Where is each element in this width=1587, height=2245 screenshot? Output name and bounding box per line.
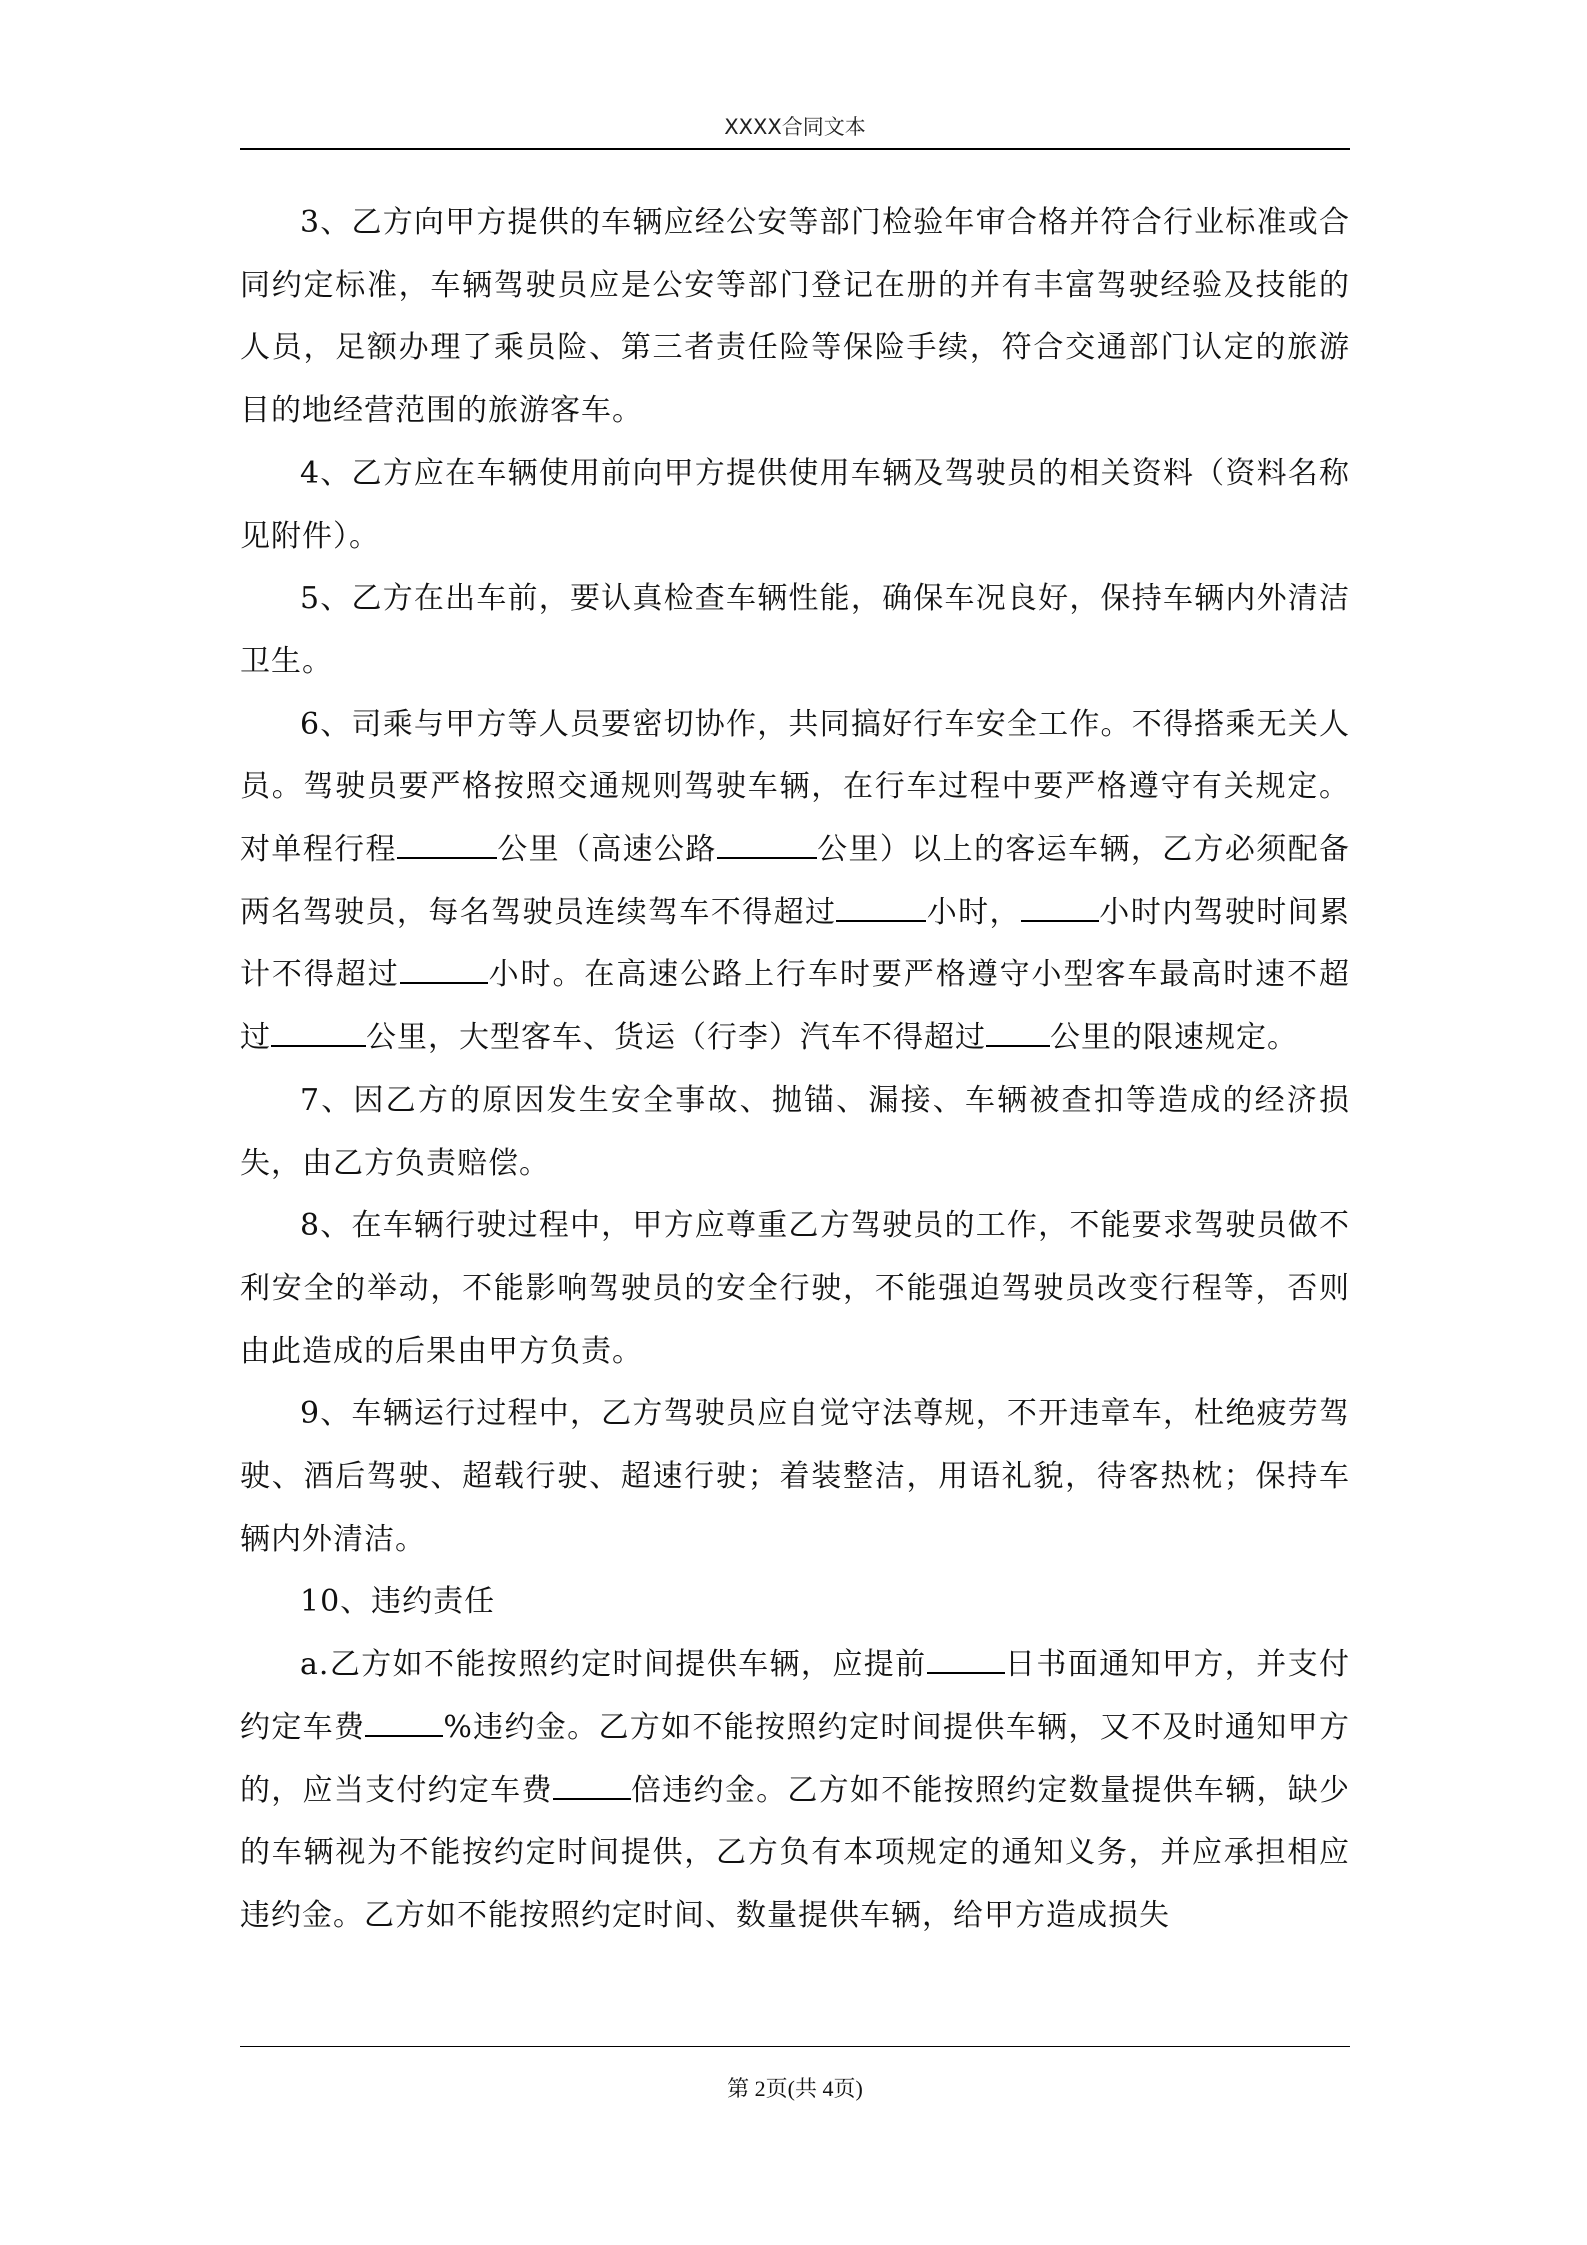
clause-text: 6、司乘与甲方等人员要密切协作，共同搞好行车安全工作。不得搭乘无关人员。驾驶员要严格按照交通规则驾驶车辆，在行车过程中要严格遵守有关规定。对单程行程 <box>240 706 1350 868</box>
clause-text: 小时。在高速公路上行车时要严格遵守小型客车最高时速不超过 <box>240 957 1350 1056</box>
clause-text: 公里，大型客车、货运（行李）汽车不得超过 <box>366 1020 986 1056</box>
clause-text: 9、车辆运行过程中，乙方驾驶员应自觉守法尊规，不开违章车，杜绝疲劳驾驶、酒后驾驶、超载行驶、超速行驶；着装整洁，用语礼貌，待客热枕；保持车辆内外清洁。 <box>240 1396 1350 1557</box>
clause-text: 小时， <box>926 894 1021 930</box>
blank-field[interactable] <box>717 829 817 859</box>
clause-text: 倍违约金。乙方如不能按照约定数量提供车辆，缺少的车辆视为不能按约定时间提供，乙方负有本项规定的通知义务，并应承担相应违约金。乙方如不能按照约定时间、数量提供车辆，给甲方造成损失 <box>240 1772 1351 1933</box>
clause-10-heading <box>240 1571 1350 1634</box>
clause-text: 公里的限速规定。 <box>1050 1020 1298 1056</box>
clause-7 <box>240 1070 1350 1195</box>
clause-text: 日书面通知甲方，并支付约定车费 <box>240 1647 1351 1745</box>
blank-field[interactable] <box>400 954 488 984</box>
clause-3 <box>240 192 1350 443</box>
blank-field[interactable] <box>553 1770 631 1800</box>
blank-field[interactable] <box>836 892 926 922</box>
clause-text: 公里）以上的客运车辆，乙方必须配备两名驾驶员，每名驾驶员连续驾车不得超过 <box>240 832 1351 930</box>
blank-field[interactable] <box>1021 892 1099 922</box>
blank-field[interactable] <box>271 1017 366 1047</box>
blank-field[interactable] <box>927 1644 1005 1674</box>
clause-6 <box>240 694 1350 1070</box>
blank-field[interactable] <box>365 1707 443 1737</box>
clause-text: %违约金。乙方如不能按照约定时间提供车辆，又不及时通知甲方的，应当支付约定车费 <box>240 1709 1350 1808</box>
clause-text: 4、乙方应在车辆使用前向甲方提供使用车辆及驾驶员的相关资料（资料名称见附件）。 <box>240 455 1350 554</box>
footer-divider <box>240 2046 1350 2047</box>
page-header-title: XXXX合同文本 <box>724 115 866 139</box>
clause-5 <box>240 568 1350 693</box>
clause-text: 5、乙方在出车前，要认真检查车辆性能，确保车况良好，保持车辆内外清洁卫生。 <box>240 581 1350 679</box>
clause-9 <box>240 1383 1350 1571</box>
clause-8 <box>240 1195 1350 1383</box>
header-divider <box>240 148 1350 150</box>
clause-10a <box>240 1634 1350 1948</box>
clause-text: 10、违约责任 <box>300 1584 496 1620</box>
clause-text: 小时内驾驶时间累计不得超过 <box>240 894 1351 993</box>
clause-text: 8、在车辆行驶过程中，甲方应尊重乙方驾驶员的工作，不能要求驾驶员做不利安全的举动，不能影响驾驶员的安全行驶，不能强迫驾驶员改变行程等，否则由此造成的后果由甲方负责。 <box>240 1208 1350 1369</box>
clause-text: 公里（高速公路 <box>496 832 717 868</box>
contract-body <box>240 192 1350 1948</box>
blank-field[interactable] <box>397 829 497 859</box>
clause-text: 3、乙方向甲方提供的车辆应经公安等部门检验年审合格并符合行业标准或合同约定标准，车辆驾驶员应是公安等部门登记在册的并有丰富驾驶经验及技能的人员，足额办理了乘员险、第三者责任险等保险手续，符合交通部门认定的旅游目的地经营范围的旅游客车。 <box>240 205 1350 429</box>
clause-text: a.乙方如不能按照约定时间提供车辆，应提前 <box>300 1647 927 1683</box>
clause-4 <box>240 443 1350 568</box>
page-number: 第 2页(共 4页) <box>727 2076 863 2101</box>
blank-field[interactable] <box>986 1017 1050 1047</box>
clause-text: 7、因乙方的原因发生安全事故、抛锚、漏接、车辆被查扣等造成的经济损失，由乙方负责赔偿。 <box>240 1082 1350 1181</box>
